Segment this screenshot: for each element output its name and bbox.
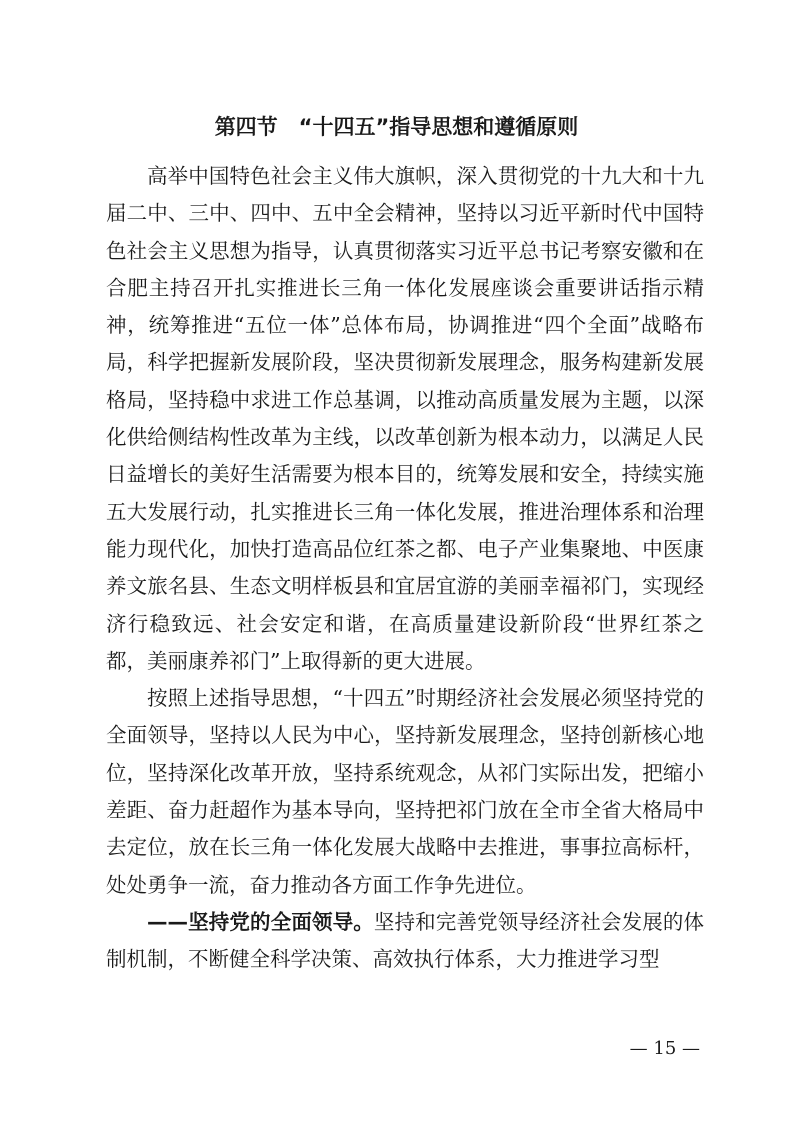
principle-heading: ——坚持党的全面领导。 [147,909,374,934]
document-body [106,158,704,979]
paragraph-principle-party-leadership [106,904,704,979]
section-title: 第四节 “十四五”指导思想和遵循原则 [214,115,579,139]
principle-text: 坚持和完善党领导经济社会发展的体制机制，不断健全科学决策、高效执行体系，大力推进学习型 [106,909,705,972]
paragraph-guiding-thought: 高举中国特色社会主义伟大旗帜，深入贯彻党的十九大和十九届二中、三中、四中、五中全会精神，坚持以习近平新时代中国特色社会主义思想为指导，认真贯彻落实习近平总书记考察安徽和在合肥主持召开扎实推进长三角一体化发展座谈会重要讲话指示精神，统筹推进“五位一体”总体布局，协调推进“四个全面”战略布局，科学把握新发展阶段，坚决贯彻新发展理念，服务构建新发展格局，坚持稳中求进工作总基调，以推动高质量发展为主题，以深化供给侧结构性改革为主线，以改革创新为根本动力，以满足人民日益增长的美好生活需要为根本目的，统筹发展和安全，持续实施五大发展行动，扎实推进长三角一体化发展，推进治理体系和治理能力现代化，加快打造高品位红茶之都、电子产业集聚地、中医康养文旅名县、生态文明样板县和宜居宜游的美丽幸福祁门，实现经济行稳致远、社会安定和谐，在高质量建设新阶段“世界红茶之都，美丽康养祁门”上取得新的更大进展。 [106,164,704,673]
paragraph-principles-intro: 按照上述指导思想，“十四五”时期经济社会发展必须坚持党的全面领导，坚持以人民为中心，坚持新发展理念，坚持创新核心地位，坚持深化改革开放，坚持系统观念，从祁门实际出发，把缩小差距、奋力赶超作为基本导向，坚持把祁门放在全市全省大格局中去定位，放在长三角一体化发展大战略中去推进，事事拉高标杆，处处勇争一流，奋力推动各方面工作争先进位。 [106,686,704,897]
page-number: — 15 — [629,1038,700,1059]
